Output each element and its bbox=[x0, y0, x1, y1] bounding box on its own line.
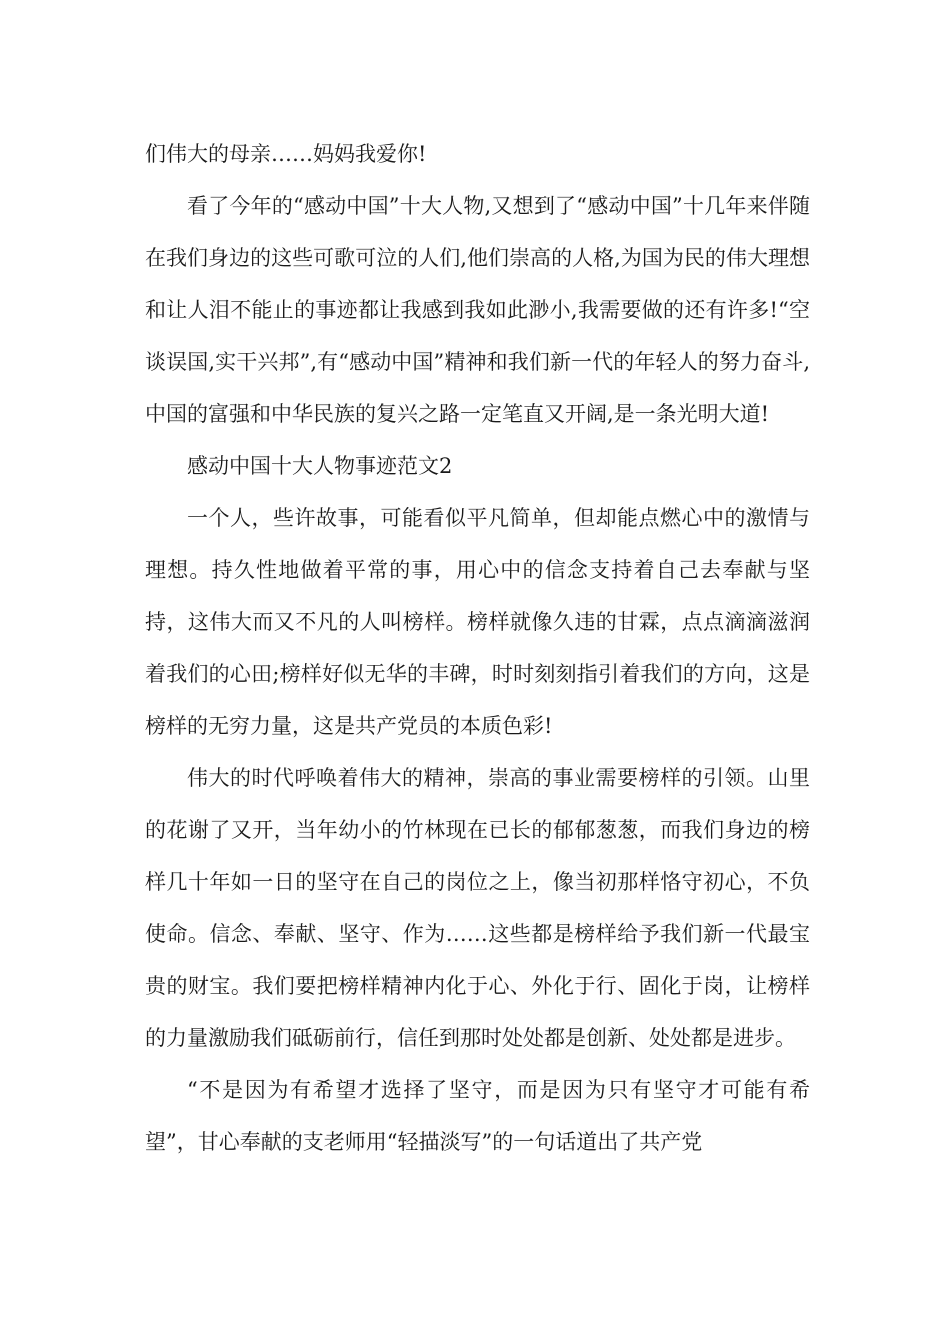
paragraph-5: “不是因为有希望才选择了坚守，而是因为只有坚守才可能有希望”，甘心奉献的支老师用“轻描淡写”的一句话道出了共产党 bbox=[145, 1078, 810, 1154]
paragraph-1: 们伟大的母亲……妈妈我爱你! bbox=[145, 142, 427, 166]
section-heading: 感动中国十大人物事迹范文2 bbox=[187, 454, 453, 478]
paragraph-3: 一个人，些许故事，可能看似平凡简单，但却能点燃心中的激情与理想。持久性地做着平常的事，用心中的信念支持着自己去奉献与坚持，这伟大而又不凡的人叫榜样。榜样就像久违的甘霖，点点滴滴滋润着我们的心田;榜样好似无华的丰碑，时时刻刻指引着我们的方向，这是榜样的无穷力量，这是共产党员的本质色彩! bbox=[145, 506, 810, 738]
paragraph-2: 看了今年的“感动中国”十大人物,又想到了“感动中国”十几年来伴随在我们身边的这些可歌可泣的人们,他们崇高的人格,为国为民的伟大理想和让人泪不能止的事迹都让我感到我如此渺小,我需要做的还有许多!“空谈误国,实干兴邦”,有“感动中国”精神和我们新一代的年轻人的努力奋斗,中国的富强和中华民族的复兴之路一定笔直又开阔,是一条光明大道! bbox=[145, 194, 810, 426]
document-body bbox=[145, 128, 810, 1168]
paragraph-4: 伟大的时代呼唤着伟大的精神，崇高的事业需要榜样的引领。山里的花谢了又开，当年幼小的竹林现在已长的郁郁葱葱，而我们身边的榜样几十年如一日的坚守在自己的岗位之上，像当初那样恪守初心，不负使命。信念、奉献、坚守、作为……这些都是榜样给予我们新一代最宝贵的财宝。我们要把榜样精神内化于心、外化于行、固化于岗，让榜样的力量激励我们砥砺前行，信任到那时处处都是创新、处处都是进步。 bbox=[145, 766, 810, 1050]
